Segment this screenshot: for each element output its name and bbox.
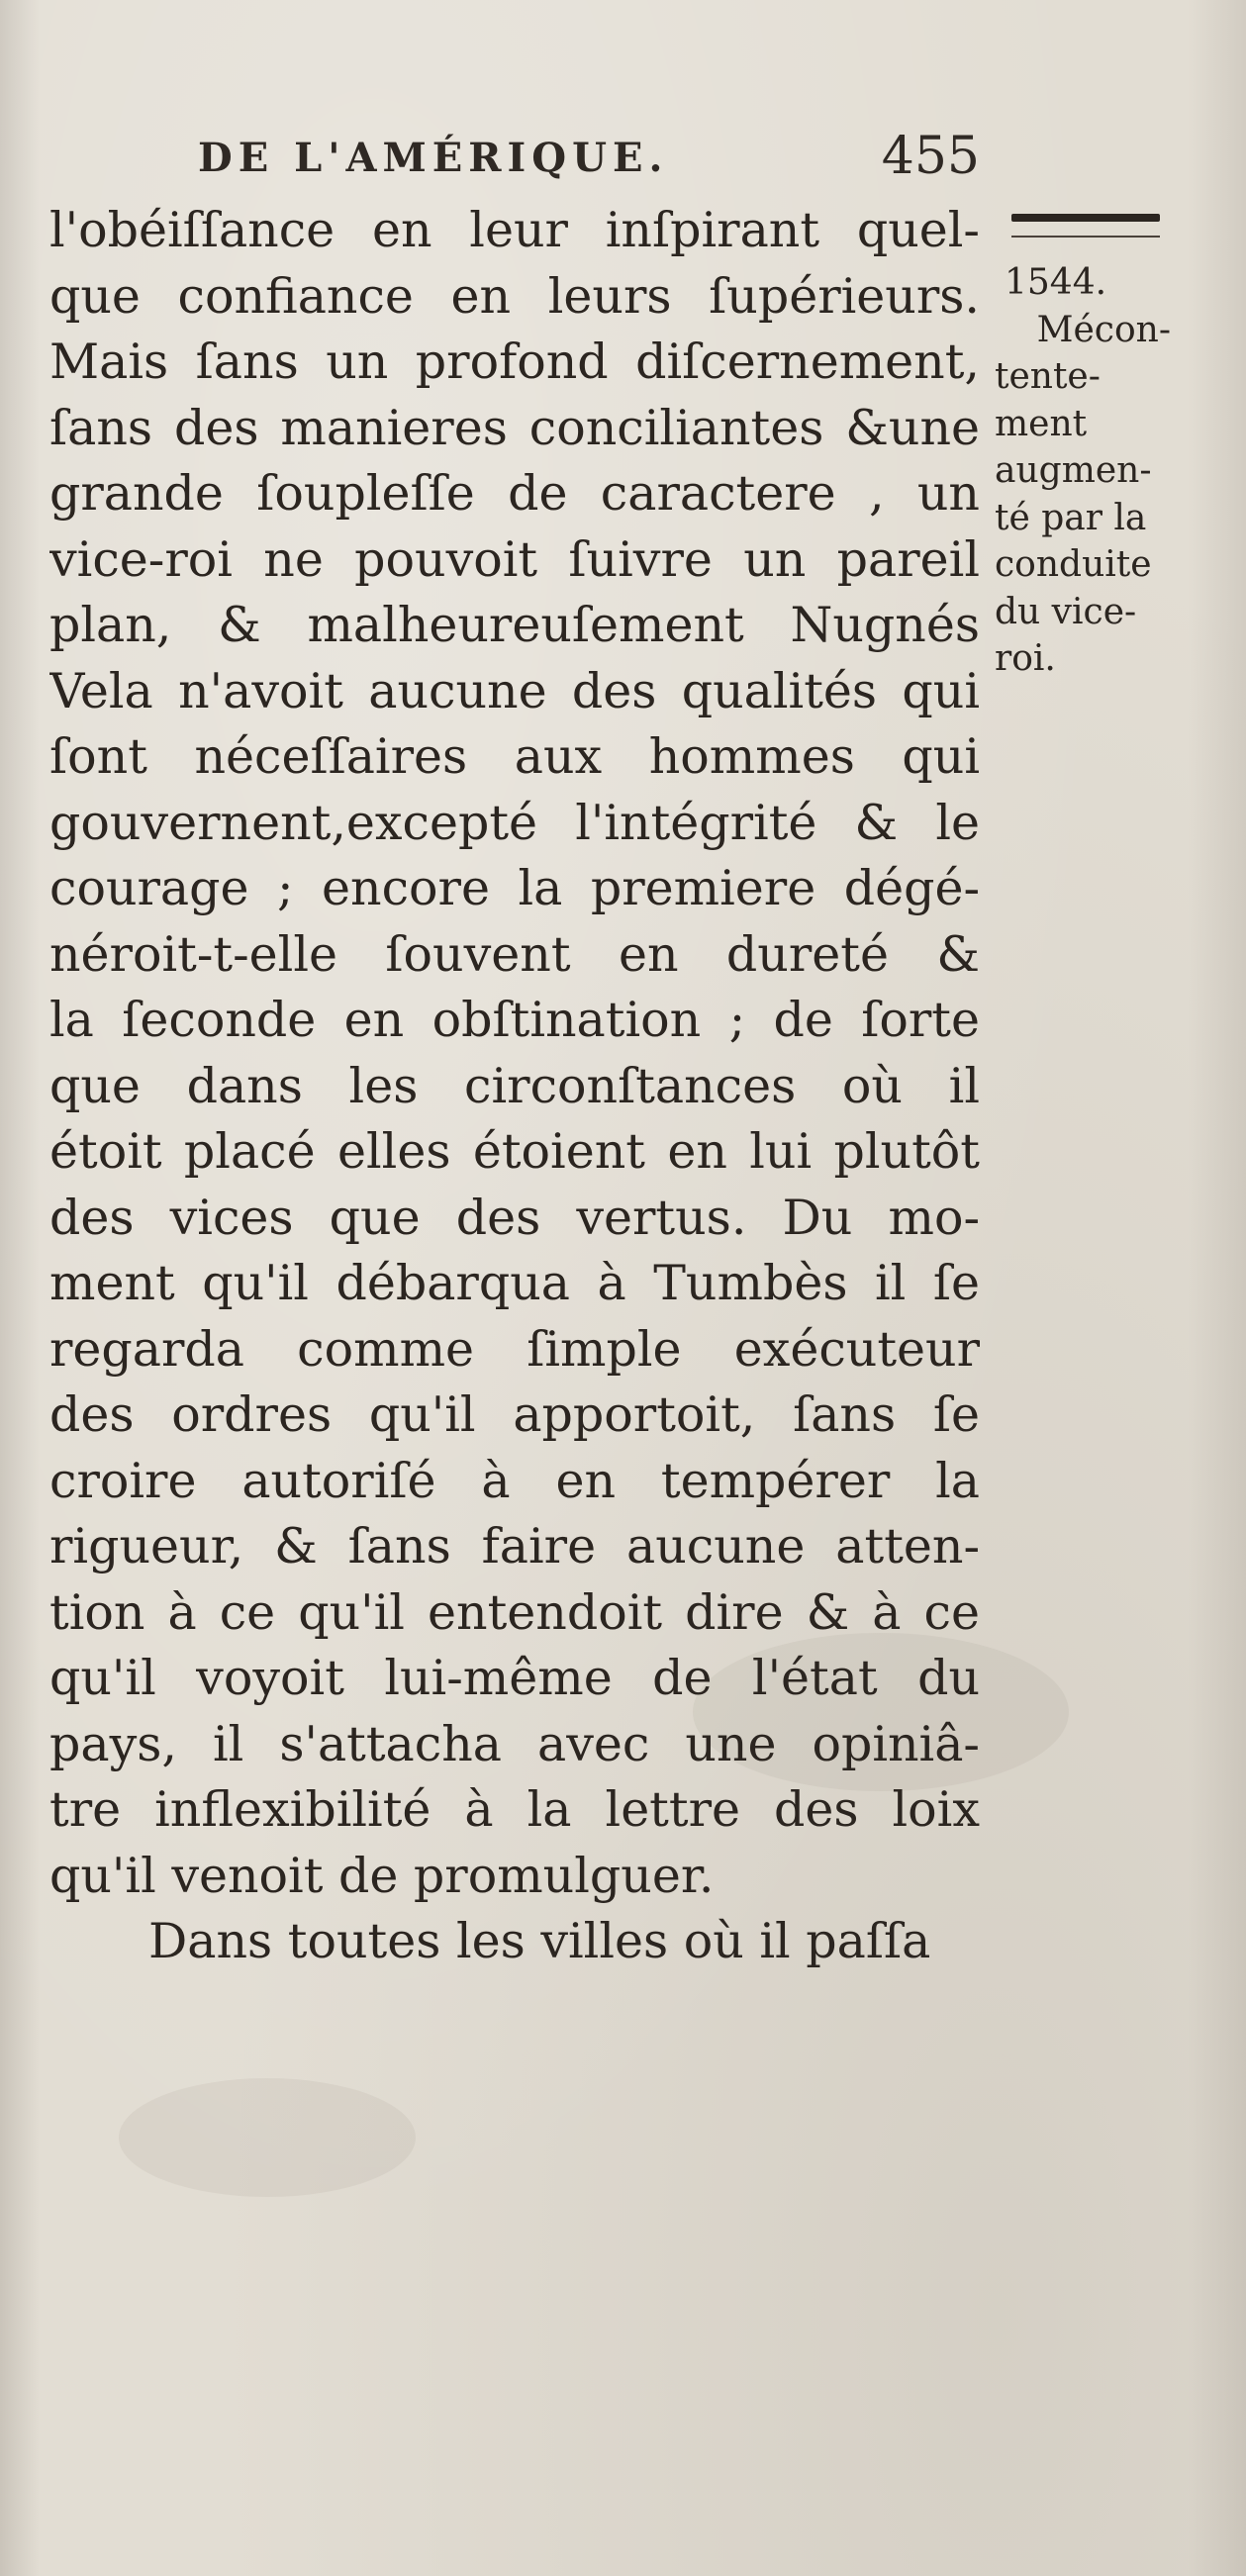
- text-line: que dans les circonſtances où il: [49, 1057, 980, 1114]
- text-line: ment qu'il débarqua à Tumbès il ſe: [49, 1255, 980, 1311]
- text-line: courage ; encore la premiere dégé-: [49, 860, 980, 916]
- text-line: des ordres qu'il apportoit, ſans ſe: [49, 1386, 980, 1443]
- text-line: l'obéiſſance en leur inſpirant quel-: [49, 202, 980, 258]
- margin-note-line: té par la: [995, 497, 1147, 538]
- text-line: qu'il voyoit lui-même de l'état du: [49, 1650, 980, 1706]
- margin-note-year: 1544.: [1005, 262, 1107, 303]
- text-line: croire autoriſé à en tempérer la: [49, 1452, 980, 1509]
- text-line: Dans toutes les villes où il paſſa: [148, 1913, 931, 1969]
- paper-stain: [119, 2078, 416, 2197]
- text-line: Vela n'avoit aucune des qualités qui: [49, 662, 980, 719]
- text-line: pays, il s'attacha avec une opiniâ-: [49, 1715, 980, 1772]
- margin-rule: [1011, 214, 1160, 222]
- margin-note-line: roi.: [995, 638, 1056, 679]
- margin-note-line: conduite: [995, 544, 1152, 585]
- text-line: qu'il venoit de promulguer.: [49, 1847, 715, 1904]
- text-line: étoit placé elles étoient en lui plutôt: [49, 1123, 980, 1180]
- text-line: tion à ce qu'il entendoit dire & à ce: [49, 1583, 980, 1641]
- margin-note-line: augmen-: [995, 450, 1152, 491]
- text-line: ſont néceſſaires aux hommes qui: [49, 728, 980, 785]
- text-line: néroit-t-elle ſouvent en dureté &: [49, 925, 980, 983]
- text-line: rigueur, & ſans faire aucune atten-: [49, 1518, 980, 1574]
- margin-rule-thin: [1011, 236, 1160, 238]
- text-line: Mais ſans un profond diſcernement,: [49, 334, 980, 390]
- text-line: la ſeconde en obſtination ; de ſorte: [49, 992, 980, 1048]
- margin-note-line: ment: [995, 403, 1088, 444]
- margin-note: [995, 259, 1183, 683]
- body-text: [49, 198, 980, 1975]
- text-line: que confiance en leurs ſupérieurs.: [49, 267, 980, 325]
- text-line: grande ſoupleſſe de caractere , un: [49, 465, 980, 522]
- text-line: regarda comme ſimple exécuteur: [49, 1320, 980, 1378]
- margin-note-line: tente-: [995, 356, 1101, 397]
- margin-note-line: du vice-: [995, 591, 1137, 632]
- text-line: vice-roi ne pouvoit ſuivre un pareil: [49, 530, 980, 588]
- text-line: ſans des manieres conciliantes &une: [49, 399, 980, 456]
- text-line: gouvernent,excepté l'intégrité & le: [49, 794, 980, 851]
- running-title: DE L'AMÉRIQUE.: [198, 135, 669, 181]
- margin-note-line: Mécon-: [1036, 309, 1171, 350]
- text-line: tre inflexibilité à la lettre des loix: [49, 1781, 980, 1838]
- page-header: [198, 127, 980, 186]
- text-line: plan, & malheureuſement Nugnés: [49, 597, 980, 653]
- page-number: 455: [881, 127, 980, 186]
- text-line: des vices que des vertus. Du mo-: [49, 1189, 980, 1246]
